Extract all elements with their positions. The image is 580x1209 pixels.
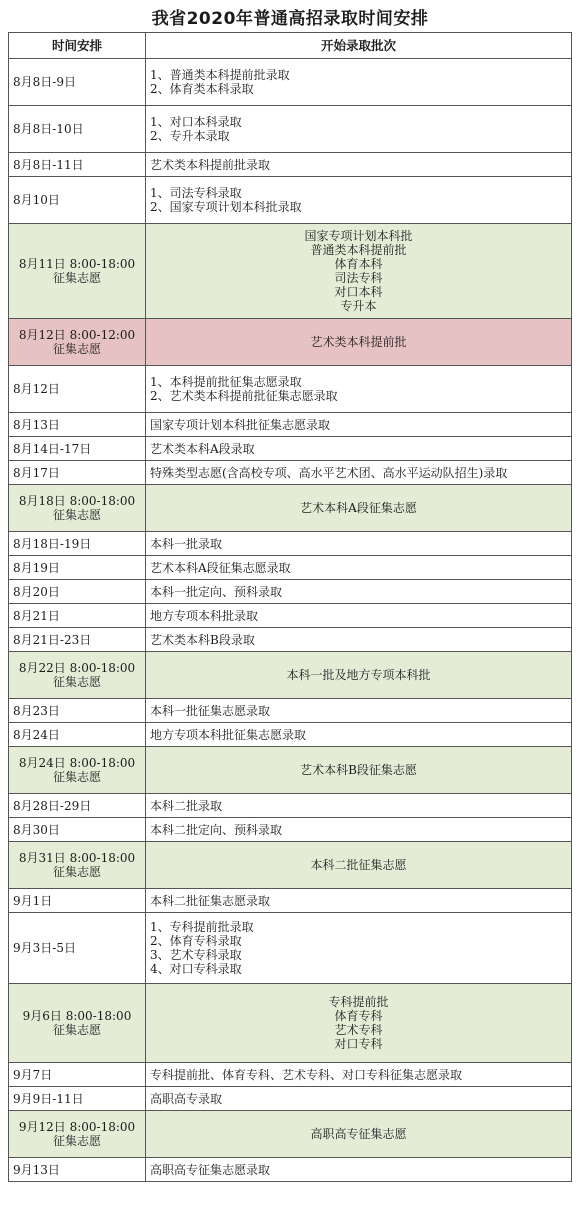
batch-cell bbox=[146, 699, 572, 723]
table-row bbox=[9, 1063, 572, 1087]
time-text: 9月13日 bbox=[13, 1162, 60, 1177]
batch-text: 1、专科提前批录取 bbox=[150, 920, 254, 934]
time-text: 9月3日-5日 bbox=[13, 941, 76, 955]
batch-text: 本科二批征集志愿录取 bbox=[150, 893, 271, 908]
batch-cell bbox=[146, 842, 572, 889]
table-row bbox=[9, 106, 572, 153]
time-cell bbox=[9, 1111, 146, 1158]
time-text: 8月21日 bbox=[13, 608, 60, 623]
batch-text: 艺术本科A段征集志愿 bbox=[300, 501, 417, 515]
batch-text: 高职高专征集志愿 bbox=[310, 1127, 407, 1141]
time-text: 8月11日 8:00-18:00 bbox=[18, 257, 136, 271]
time-text: 8月24日 bbox=[13, 727, 60, 742]
time-text: 征集志愿 bbox=[52, 508, 101, 522]
time-cell bbox=[9, 556, 146, 580]
table-row bbox=[9, 177, 572, 224]
time-cell bbox=[9, 106, 146, 153]
table-row bbox=[9, 580, 572, 604]
table-row bbox=[9, 532, 572, 556]
table-row bbox=[9, 153, 572, 177]
table-row bbox=[9, 747, 572, 794]
batch-cell bbox=[146, 1111, 572, 1158]
batch-cell bbox=[146, 1063, 572, 1087]
time-cell bbox=[9, 1087, 146, 1111]
time-text: 8月22日 8:00-18:00 bbox=[18, 661, 136, 675]
batch-text: 2、专升本录取 bbox=[150, 129, 230, 143]
time-text: 9月9日-11日 bbox=[13, 1091, 84, 1106]
time-text: 8月17日 bbox=[13, 465, 60, 480]
batch-text: 艺术专科 bbox=[334, 1023, 383, 1037]
table-row bbox=[9, 889, 572, 913]
time-text: 8月30日 bbox=[13, 822, 60, 837]
time-cell bbox=[9, 485, 146, 532]
table-row bbox=[9, 1087, 572, 1111]
time-cell bbox=[9, 177, 146, 224]
time-text: 征集志愿 bbox=[52, 271, 101, 285]
table-row bbox=[9, 699, 572, 723]
batch-text: 本科一批及地方专项本科批 bbox=[286, 668, 431, 682]
time-text: 征集志愿 bbox=[52, 1023, 101, 1037]
time-text: 8月8日-10日 bbox=[13, 122, 84, 136]
time-text: 征集志愿 bbox=[52, 675, 101, 689]
batch-cell bbox=[146, 984, 572, 1063]
batch-text: 高职高专征集志愿录取 bbox=[150, 1162, 271, 1177]
batch-cell bbox=[146, 485, 572, 532]
time-text: 征集志愿 bbox=[52, 1134, 101, 1148]
time-cell bbox=[9, 224, 146, 319]
batch-cell bbox=[146, 794, 572, 818]
time-cell bbox=[9, 437, 146, 461]
table-header-row bbox=[9, 33, 572, 59]
time-text: 8月31日 8:00-18:00 bbox=[18, 851, 136, 865]
time-text: 8月28日-29日 bbox=[13, 798, 92, 813]
batch-cell bbox=[146, 106, 572, 153]
time-text: 8月20日 bbox=[13, 584, 60, 599]
time-cell bbox=[9, 604, 146, 628]
batch-cell bbox=[146, 889, 572, 913]
time-cell bbox=[9, 1158, 146, 1182]
time-cell bbox=[9, 652, 146, 699]
time-cell bbox=[9, 889, 146, 913]
time-cell bbox=[9, 794, 146, 818]
table-row bbox=[9, 556, 572, 580]
table-row bbox=[9, 437, 572, 461]
batch-text: 体育本科 bbox=[334, 257, 383, 271]
batch-cell bbox=[146, 628, 572, 652]
batch-cell bbox=[146, 580, 572, 604]
batch-text: 专科提前批、体育专科、艺术专科、对口专科征集志愿录取 bbox=[150, 1067, 463, 1082]
batch-text: 2、国家专项计划本科批录取 bbox=[150, 200, 302, 214]
batch-text: 专升本 bbox=[340, 299, 377, 313]
time-text: 8月8日-9日 bbox=[13, 75, 76, 89]
table-row bbox=[9, 652, 572, 699]
batch-cell bbox=[146, 532, 572, 556]
batch-cell bbox=[146, 366, 572, 413]
time-cell bbox=[9, 532, 146, 556]
batch-text: 艺术本科A段征集志愿录取 bbox=[150, 560, 291, 575]
table-row bbox=[9, 604, 572, 628]
time-cell bbox=[9, 984, 146, 1063]
time-text: 9月6日 8:00-18:00 bbox=[22, 1009, 132, 1023]
time-text: 8月18日 8:00-18:00 bbox=[18, 494, 136, 508]
time-text: 9月1日 bbox=[13, 893, 53, 908]
batch-text: 对口专科 bbox=[334, 1037, 383, 1051]
batch-text: 2、艺术类本科提前批征集志愿录取 bbox=[150, 389, 338, 403]
batch-text: 1、司法专科录取 bbox=[150, 186, 242, 200]
table-row bbox=[9, 1111, 572, 1158]
batch-text: 司法专科 bbox=[334, 271, 383, 285]
table-row bbox=[9, 818, 572, 842]
time-text: 8月18日-19日 bbox=[13, 536, 92, 551]
time-text: 8月24日 8:00-18:00 bbox=[18, 756, 136, 770]
batch-text: 对口本科 bbox=[334, 285, 383, 299]
time-cell bbox=[9, 366, 146, 413]
batch-cell bbox=[146, 652, 572, 699]
time-cell bbox=[9, 580, 146, 604]
table-row bbox=[9, 842, 572, 889]
page-title: 我省2020年普通高招录取时间安排 bbox=[151, 9, 429, 29]
header-time: 时间安排 bbox=[9, 33, 146, 59]
batch-text: 地方专项本科批征集志愿录取 bbox=[150, 727, 307, 742]
time-text: 征集志愿 bbox=[52, 770, 101, 784]
table-row bbox=[9, 319, 572, 366]
batch-cell bbox=[146, 413, 572, 437]
time-cell bbox=[9, 461, 146, 485]
time-cell bbox=[9, 413, 146, 437]
time-text: 8月12日 8:00-12:00 bbox=[18, 328, 136, 342]
table-row bbox=[9, 224, 572, 319]
time-cell bbox=[9, 319, 146, 366]
time-text: 8月13日 bbox=[13, 417, 60, 432]
time-cell bbox=[9, 628, 146, 652]
batch-text: 特殊类型志愿(含高校专项、高水平艺术团、高水平运动队招生)录取 bbox=[150, 465, 508, 480]
time-text: 8月19日 bbox=[13, 560, 60, 575]
table-row bbox=[9, 59, 572, 106]
batch-text: 2、体育类本科录取 bbox=[150, 82, 254, 96]
batch-text: 本科一批录取 bbox=[150, 536, 223, 551]
time-text: 8月23日 bbox=[13, 703, 60, 718]
batch-text: 本科二批征集志愿 bbox=[310, 858, 407, 872]
table-row bbox=[9, 366, 572, 413]
time-text: 9月7日 bbox=[13, 1067, 53, 1082]
time-text: 8月12日 bbox=[13, 382, 60, 396]
batch-text: 国家专项计划本科批征集志愿录取 bbox=[150, 417, 331, 432]
batch-cell bbox=[146, 224, 572, 319]
header-batch: 开始录取批次 bbox=[146, 33, 572, 59]
batch-cell bbox=[146, 1087, 572, 1111]
time-text: 征集志愿 bbox=[52, 865, 101, 879]
batch-cell bbox=[146, 604, 572, 628]
batch-text: 艺术类本科B段录取 bbox=[150, 632, 255, 647]
time-text: 8月14日-17日 bbox=[13, 441, 92, 456]
batch-text: 普通类本科提前批 bbox=[310, 243, 407, 257]
batch-text: 艺术本科B段征集志愿 bbox=[300, 763, 417, 777]
batch-text: 4、对口专科录取 bbox=[150, 962, 242, 976]
batch-cell bbox=[146, 153, 572, 177]
batch-cell bbox=[146, 747, 572, 794]
batch-cell bbox=[146, 461, 572, 485]
batch-text: 2、体育专科录取 bbox=[150, 934, 242, 948]
batch-text: 地方专项本科批录取 bbox=[150, 608, 259, 623]
batch-cell bbox=[146, 818, 572, 842]
table-row bbox=[9, 1158, 572, 1182]
admission-schedule-table bbox=[8, 32, 572, 1182]
table-row bbox=[9, 794, 572, 818]
batch-text: 本科二批录取 bbox=[150, 798, 223, 813]
time-cell bbox=[9, 153, 146, 177]
table-row bbox=[9, 461, 572, 485]
batch-text: 高职高专录取 bbox=[150, 1091, 223, 1106]
batch-text: 艺术类本科提前批 bbox=[310, 335, 407, 349]
time-text: 9月12日 8:00-18:00 bbox=[18, 1120, 136, 1134]
table-row bbox=[9, 413, 572, 437]
batch-cell bbox=[146, 556, 572, 580]
time-cell bbox=[9, 818, 146, 842]
table-body bbox=[9, 59, 572, 1182]
table-row bbox=[9, 485, 572, 532]
batch-text: 本科一批定向、预科录取 bbox=[150, 584, 283, 599]
time-cell bbox=[9, 913, 146, 984]
batch-cell bbox=[146, 319, 572, 366]
table-row bbox=[9, 723, 572, 747]
time-cell bbox=[9, 699, 146, 723]
batch-text: 3、艺术专科录取 bbox=[150, 948, 242, 962]
table-row bbox=[9, 628, 572, 652]
time-text: 8月10日 bbox=[13, 193, 60, 207]
batch-cell bbox=[146, 723, 572, 747]
batch-text: 1、本科提前批征集志愿录取 bbox=[150, 375, 302, 389]
time-text: 8月8日-11日 bbox=[13, 157, 84, 172]
batch-text: 艺术类本科A段录取 bbox=[150, 441, 255, 456]
batch-text: 1、对口本科录取 bbox=[150, 115, 242, 129]
batch-cell bbox=[146, 177, 572, 224]
time-cell bbox=[9, 723, 146, 747]
table-row bbox=[9, 984, 572, 1063]
batch-cell bbox=[146, 913, 572, 984]
batch-cell bbox=[146, 1158, 572, 1182]
time-text: 征集志愿 bbox=[52, 342, 101, 356]
batch-text: 本科一批征集志愿录取 bbox=[150, 703, 271, 718]
time-cell bbox=[9, 1063, 146, 1087]
time-cell bbox=[9, 747, 146, 794]
batch-text: 体育专科 bbox=[334, 1009, 383, 1023]
batch-text: 本科二批定向、预科录取 bbox=[150, 822, 283, 837]
batch-text: 专科提前批 bbox=[328, 995, 389, 1009]
time-cell bbox=[9, 59, 146, 106]
batch-text: 国家专项计划本科批 bbox=[304, 229, 413, 243]
batch-text: 1、普通类本科提前批录取 bbox=[150, 68, 290, 82]
time-cell bbox=[9, 842, 146, 889]
batch-cell bbox=[146, 437, 572, 461]
batch-cell bbox=[146, 59, 572, 106]
time-text: 8月21日-23日 bbox=[13, 632, 92, 647]
batch-text: 艺术类本科提前批录取 bbox=[150, 157, 271, 172]
table-row bbox=[9, 913, 572, 984]
